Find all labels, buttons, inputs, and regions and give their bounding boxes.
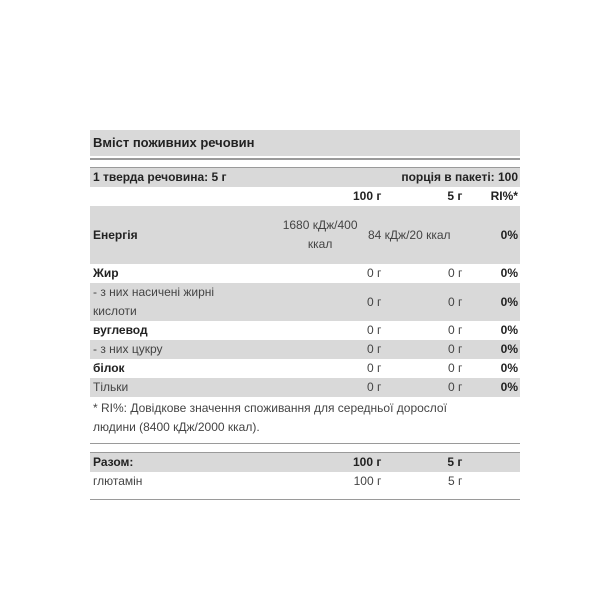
ingredient-name: глютамін xyxy=(93,474,143,488)
nutrient-per100: 0 г xyxy=(366,266,382,280)
nutrient-per-serving: 0 г xyxy=(448,342,463,356)
nutrient-ri: 0% xyxy=(500,227,518,242)
nutrient-row-energy xyxy=(90,206,520,264)
nutrient-name: Жир xyxy=(93,266,119,280)
ri-footnote: * RI%: Довідкове значення споживання для середньої дорослої людини (8400 кДж/2000 ккал). xyxy=(93,401,447,434)
total-per-serving: 5 г xyxy=(447,455,463,469)
serving-row xyxy=(90,168,520,187)
nutrient-per100: 1680 кДж/400 ккал xyxy=(282,218,358,251)
nutrient-per-serving: 0 г xyxy=(448,294,463,309)
panel-title: Вміст поживних речовин xyxy=(90,130,520,156)
nutrient-per100: 0 г xyxy=(366,342,382,356)
nutrient-per-serving: 0 г xyxy=(448,380,463,394)
nutrient-ri: 0% xyxy=(500,380,518,394)
nutrient-name: - з них цукру xyxy=(93,342,163,356)
nutrient-ri: 0% xyxy=(500,323,518,337)
nutrient-rows xyxy=(90,206,520,397)
nutrient-name: білок xyxy=(93,361,125,375)
nutrient-per-serving: 0 г xyxy=(448,266,463,280)
nutrient-name: Тільки xyxy=(93,380,129,394)
servings-per-pack: порція в пакеті: 100 xyxy=(401,170,518,184)
nutrient-per100: 0 г xyxy=(366,361,382,375)
nutrient-per100: 0 г xyxy=(366,323,382,337)
ingredient-per-serving: 5 г xyxy=(448,474,463,488)
nutrient-per-serving: 0 г xyxy=(448,323,463,337)
nutrient-per-serving: 84 кДж/20 ккал xyxy=(367,227,451,242)
column-header-serving: 5 г xyxy=(447,189,463,203)
nutrient-row-saturated-fat xyxy=(90,283,520,321)
nutrient-name: - з них насичені жирні кислоти xyxy=(93,285,215,318)
total-per100: 100 г xyxy=(352,455,382,469)
nutrient-row-protein xyxy=(90,359,520,378)
total-label: Разом: xyxy=(93,455,134,469)
nutrient-row-salt xyxy=(90,378,520,397)
nutrient-ri: 0% xyxy=(500,342,518,356)
column-header-ri: RI%* xyxy=(490,189,518,203)
nutrient-name: вуглевод xyxy=(93,323,148,337)
bottom-divider xyxy=(90,499,520,500)
total-spacer xyxy=(90,444,520,452)
nutrient-name: Енергія xyxy=(93,227,138,242)
nutrient-per100: 0 г xyxy=(366,294,382,309)
nutrient-row-sugars xyxy=(90,340,520,359)
nutrient-ri: 0% xyxy=(500,361,518,375)
nutrient-per-serving: 0 г xyxy=(448,361,463,375)
nutrient-per100: 0 г xyxy=(366,380,382,394)
title-divider xyxy=(90,158,520,160)
nutrient-row-fat xyxy=(90,264,520,283)
nutrient-ri: 0% xyxy=(500,294,518,309)
nutrition-panel xyxy=(90,130,520,500)
column-header-row xyxy=(90,187,520,206)
ingredient-row xyxy=(90,472,520,491)
nutrient-row-carbohydrate xyxy=(90,321,520,340)
nutrient-ri: 0% xyxy=(500,266,518,280)
ingredient-per100: 100 г xyxy=(353,474,382,488)
column-header-100g: 100 г xyxy=(352,189,382,203)
serving-size: 1 тверда речовина: 5 г xyxy=(93,170,227,184)
total-row xyxy=(90,453,520,472)
